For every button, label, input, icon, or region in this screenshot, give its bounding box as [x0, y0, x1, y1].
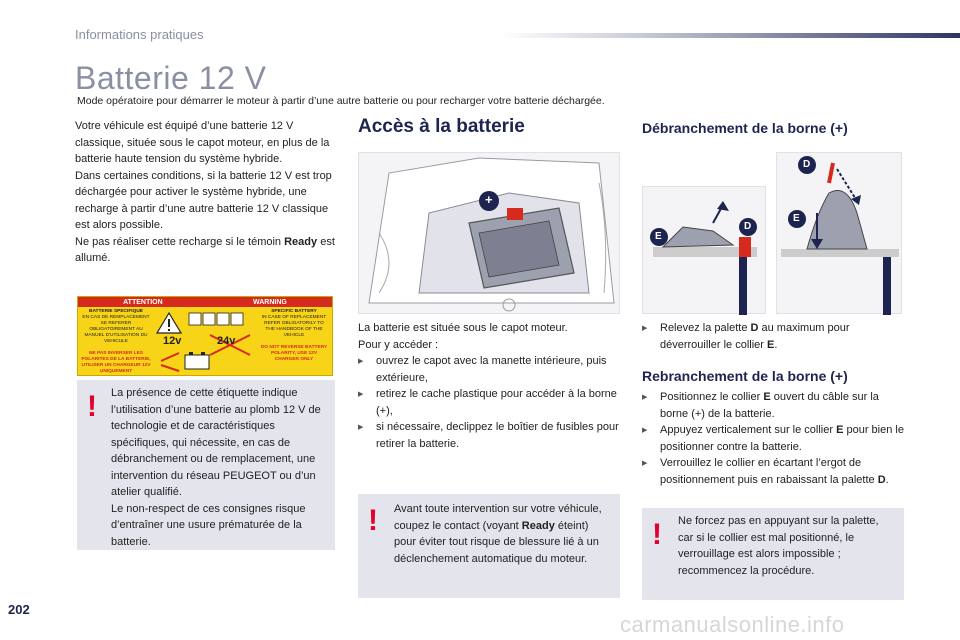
disconnect-heading: Débranchement de la borne (+): [642, 120, 848, 136]
access-step: ▶ ouvrez le capot avec la manette intérieure, puis extérieure,: [358, 353, 620, 386]
callout-d: D: [803, 159, 811, 170]
intro-text: [75, 118, 335, 267]
note-access-text: [394, 501, 610, 567]
alert-exclamation-icon: !: [652, 518, 662, 551]
step-part: Verrouillez le collier en écartant l’ergot de positionnement puis en rabaissant la palette: [660, 457, 878, 486]
step-part: Appuyez verticalement sur le collier: [660, 424, 837, 436]
access-heading: Accès à la batterie: [358, 116, 525, 137]
plus-terminal-callout: +: [485, 192, 493, 207]
reconnect-heading: Rebranchement de la borne (+): [642, 368, 848, 384]
step-key: E: [767, 338, 775, 351]
label-en-red: DO NOT REVERSE BATTERY POLARITY, USE 12V CHARGER ONLY: [260, 345, 328, 362]
ready-indicator-label: Ready: [521, 519, 555, 532]
note-access-part: éteint) pour éviter tout risque de blessure lié à un déclenchement automatique du moteur.: [394, 519, 599, 565]
reconnect-step: [642, 422, 904, 455]
note-box-access: [358, 494, 620, 598]
disconnect-steps: [642, 320, 902, 353]
intro-paragraph-3: [75, 234, 335, 267]
step-key: E: [836, 424, 844, 436]
access-intro-1: La batterie est située sous le capot moteur.: [358, 322, 568, 334]
access-step: ▶ retirez le cache plastique pour accéder à la borne (+),: [358, 386, 620, 419]
note-label-paragraph-2: Le non-respect de ces consignes risque d’entraîner une usure prématurée de la batterie.: [111, 502, 306, 548]
step-part: Positionnez le collier: [660, 391, 764, 403]
disconnect-figure-1: [642, 186, 766, 314]
note-box-label: [77, 380, 335, 550]
header-gradient-bar: [500, 33, 960, 38]
disconnect-text: [642, 320, 902, 353]
page-subtitle: Mode opératoire pour démarrer le moteur à partir d’une autre batterie ou pour recharger votre batterie déchargée.: [77, 95, 605, 107]
label-fr-red: NE PAS INVERSER LES POLARITES DE LA BATTERIE, UTILISER UN CHARGEUR 12V UNIQUEMENT: [81, 351, 151, 374]
disconnect-figure-2: [776, 152, 902, 314]
access-intro-2: Pour y accéder :: [358, 338, 439, 351]
label-english-column: [259, 309, 329, 373]
access-steps: [358, 353, 620, 452]
alert-exclamation-icon: !: [368, 504, 378, 537]
page-title: Batterie 12 V: [75, 60, 267, 96]
step-part: Relevez la palette: [660, 322, 751, 334]
label-warning: WARNING: [252, 298, 287, 306]
note-reconnect-text: Ne forcez pas en appuyant sur la palette, car si le collier est mal positionné, le verrouillage est alors impossible ; recommencez la procédure.: [678, 515, 879, 577]
note-label-text: [111, 385, 333, 550]
clamp-drawing-2: [777, 153, 903, 315]
callout-e: E: [655, 231, 662, 242]
callout-d: D: [744, 221, 752, 232]
step-key: D: [750, 322, 759, 334]
label-fr-text: EN CAS DE REMPLACEMENT SE REFERER OBLIGATOIREMENT AU MANUEL D'UTILISATION DU VEHICULE: [82, 315, 150, 344]
step-part: ouvert du câble sur la borne (+) de la batterie.: [660, 391, 879, 420]
callout-e: E: [793, 213, 800, 224]
note-label-paragraph-1: La présence de cette étiquette indique l’utilisation d’une batterie au plomb 12 V de technologie et de caractéristiques spécifiques, qui nécessite, en cas de débranchement ou de remplacement, une intervention du réseau PEUGEOT ou d’un atelier qualifié.: [111, 387, 321, 498]
section-header: Informations pratiques: [75, 27, 204, 42]
watermark: carmanualsonline.info: [620, 612, 845, 637]
label-header: [78, 297, 332, 307]
label-pictograms: [155, 309, 255, 373]
engine-bay-drawing: [359, 153, 621, 315]
intro-paragraph-2: Dans certaines conditions, si la batterie 12 V est trop déchargée pour activer le système hybride, une recharge à partir d’une autre batterie 12 V classique est alors possible.: [75, 169, 332, 231]
reconnect-step: [642, 389, 904, 422]
label-en-title: SPECIFIC BATTERY: [271, 309, 317, 314]
step-part: au maximum pour déverrouiller le collier: [660, 322, 850, 351]
page-number: 202: [8, 602, 30, 617]
clamp-drawing-1: [643, 187, 767, 315]
label-fr-title: BATTERIE SPECIFIQUE: [88, 309, 143, 314]
intro-paragraph-1: Votre véhicule est équipé d’une batterie 12 V classique, située sous le capot moteur, en plus de la batterie haute tension du système hybride.: [75, 120, 330, 165]
engine-bay-figure: [358, 152, 620, 314]
reconnect-steps: [642, 389, 904, 488]
battery-warning-label: [77, 296, 333, 376]
alert-exclamation-icon: !: [87, 390, 97, 423]
access-text: [358, 320, 620, 452]
step-part: .: [885, 473, 889, 486]
intro-text-part: Ne pas réaliser cette recharge si le témoin: [75, 235, 285, 248]
ready-indicator-label: Ready: [284, 235, 318, 248]
step-key: D: [877, 473, 886, 486]
label-french-column: [81, 309, 151, 373]
reconnect-text: [642, 389, 904, 488]
label-24v: 24v: [217, 335, 236, 347]
label-en-text: IN CASE OF REPLACEMENT REFER OBLIGATORILY TO THE HANDBOOK OF THE VEHICLE: [261, 315, 327, 338]
label-12v: 12v: [163, 335, 182, 347]
step-part: .: [774, 338, 778, 351]
disconnect-step: [642, 320, 902, 353]
step-key: E: [763, 391, 771, 403]
intro-text-part: est allumé.: [75, 235, 335, 264]
note-access-part: Avant toute intervention sur votre véhicule, coupez le contact (voyant: [394, 503, 602, 532]
note-box-reconnect: [642, 508, 904, 600]
step-part: pour bien le positionner contre la batterie.: [660, 424, 904, 453]
access-step: ▶ si nécessaire, declippez le boîtier de fusibles pour retirer la batterie.: [358, 419, 620, 452]
label-attention: ATTENTION: [123, 298, 163, 306]
reconnect-step: [642, 455, 904, 488]
